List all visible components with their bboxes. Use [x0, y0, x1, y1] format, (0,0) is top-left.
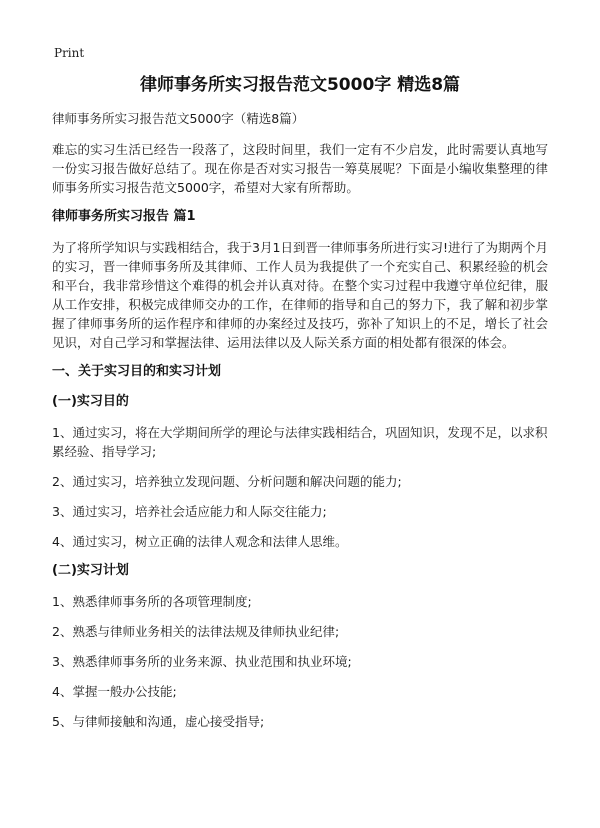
print-label[interactable]: Print — [54, 46, 85, 60]
plan-item: 3、熟悉律师事务所的业务来源、执业范围和执业环境; — [52, 654, 352, 669]
section1-heading: 律师事务所实习报告 篇1 — [52, 209, 196, 224]
document-subtitle: 律师事务所实习报告范文5000字（精选8篇） — [52, 111, 305, 126]
plan-item: 5、与律师接触和沟通，虚心接受指导; — [52, 714, 265, 729]
purpose-item: 1、通过实习，将在大学期间所学的理论与法律实践相结合，巩固知识，发现不足，以求积累经验、指导学习; — [52, 425, 548, 459]
purpose-item: 3、通过实习，培养社会适应能力和人际交往能力; — [52, 504, 327, 519]
plan-item: 1、熟悉律师事务所的各项管理制度; — [52, 594, 252, 609]
purpose-item: 2、通过实习，培养独立发现问题、分析问题和解决问题的能力; — [52, 474, 402, 489]
purpose-item: 4、通过实习，树立正确的法律人观念和法律人思维。 — [52, 534, 348, 549]
part1-heading: 一、关于实习目的和实习计划 — [52, 364, 222, 379]
plan-item: 4、掌握一般办公技能; — [52, 684, 177, 699]
section1-paragraph: 为了将所学知识与实践相结合，我于3月1日到晋一律师事务所进行实习!进行了为期两个月的实习，晋一律师事务所及其律师、工作人员为我提供了一个充实自己、积累经验的机会和平台，我非常珍惜这个难得的机会并认真对待。在整个实习过程中我遵守单位纪律，服从工作安排，积极完成律师交办的工作，在律师的指导和自己的努力下，我了解和初步掌握了律师事务所的运作程序和律师的办案经过及技巧，弥补了知识上的不足，增长了社会见识，对自己学习和掌握法律、运用法律以及人际关系方面的相处都有很深的体会。 — [52, 240, 548, 350]
plan-heading: (二)实习计划 — [52, 563, 129, 578]
purpose-heading: (一)实习目的 — [52, 394, 129, 409]
document-title: 律师事务所实习报告范文5000字 精选8篇 — [139, 75, 461, 95]
intro-paragraph: 难忘的实习生活已经告一段落了，这段时间里，我们一定有不少启发，此时需要认真地写一份实习报告做好总结了。现在你是否对实习报告一筹莫展呢？下面是小编收集整理的律师事务所实习报告范文5000字，希望对大家有所帮助。 — [52, 142, 548, 195]
plan-item: 2、熟悉与律师业务相关的法律法规及律师执业纪律; — [52, 624, 340, 639]
